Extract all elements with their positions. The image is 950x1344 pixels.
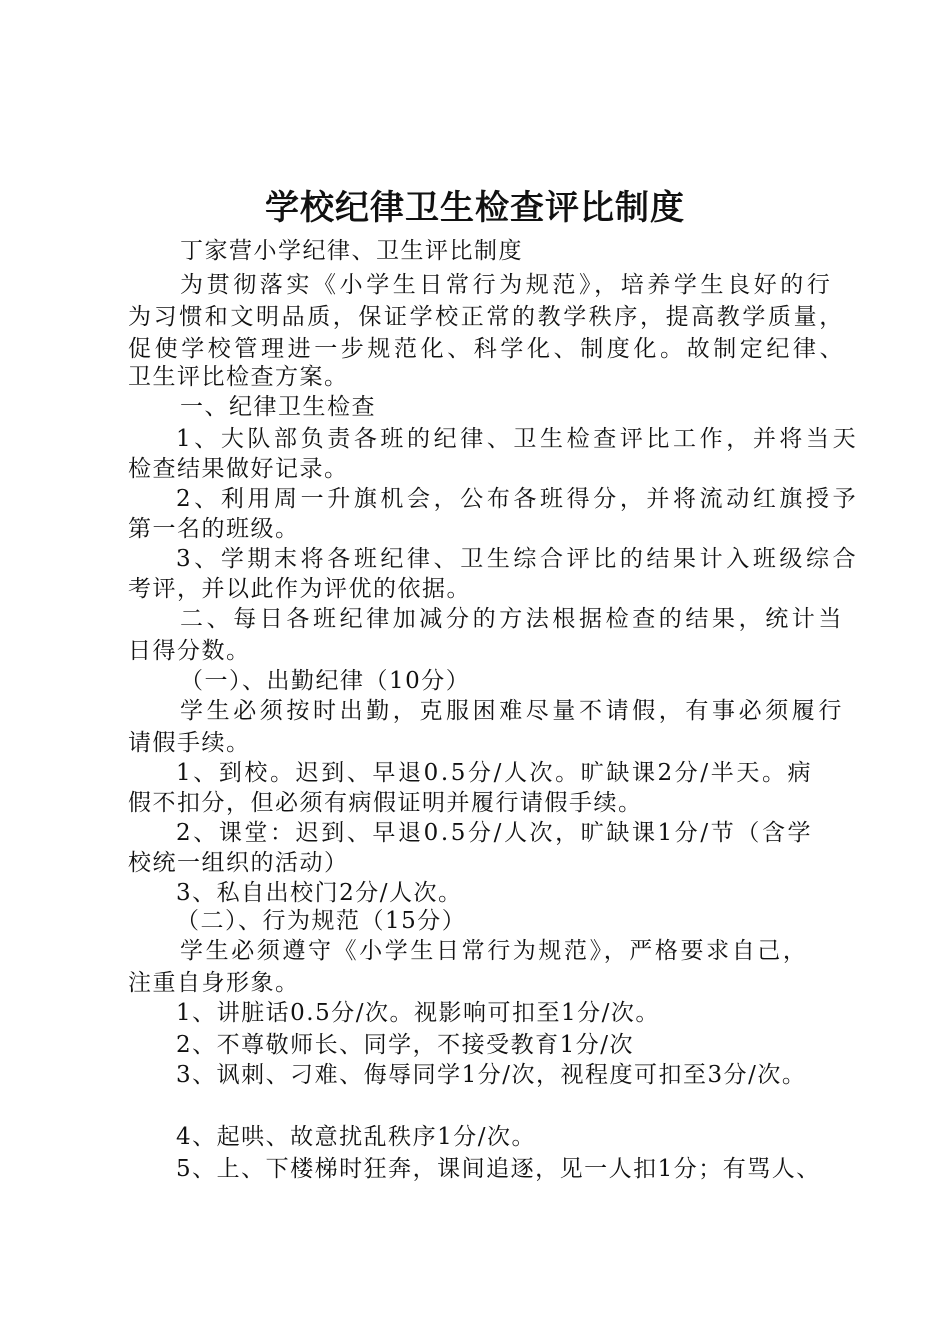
paragraph-line: 为习惯和文明品质，保证学校正常的教学秩序，提高教学质量， [128, 304, 845, 330]
subtitle-line: 丁家营小学纪律、卫生评比制度 [180, 238, 523, 264]
paragraph-line: 1、到校。迟到、早退0.5分/人次。旷缺课2分/半天。病 [176, 760, 814, 786]
paragraph-line: 检查结果做好记录。 [128, 456, 349, 482]
paragraph-line: 1、讲脏话0.5分/次。视影响可扣至1分/次。 [176, 1000, 660, 1026]
paragraph-line: 1、大队部负责各班的纪律、卫生检查评比工作，并将当天 [176, 426, 860, 452]
paragraph-line: 学生必须按时出勤，克服困难尽量不请假，有事必须履行 [180, 698, 845, 724]
paragraph-line: 日得分数。 [128, 638, 251, 664]
paragraph-line: 2、不尊敬师长、同学，不接受教育1分/次 [176, 1032, 635, 1058]
section-heading: 一、纪律卫生检查 [180, 394, 376, 420]
subsection-heading: （一）、出勤纪律（10分） [180, 668, 471, 694]
paragraph-line: 2、课堂：迟到、早退0.5分/人次，旷缺课1分/节（含学 [176, 820, 814, 846]
paragraph-line: 校统一组织的活动） [128, 850, 349, 876]
paragraph-line: 4、起哄、故意扰乱秩序1分/次。 [176, 1124, 537, 1150]
section-heading: 二、每日各班纪律加减分的方法根据检查的结果，统计当 [180, 606, 845, 632]
paragraph-line: 促使学校管理进一步规范化、科学化、制度化。故制定纪律、 [128, 336, 847, 362]
subsection-heading: （二）、行为规范（15分） [176, 908, 467, 934]
paragraph-line: 请假手续。 [128, 730, 251, 756]
paragraph-line: 3、学期末将各班纪律、卫生综合评比的结果计入班级综合 [176, 546, 860, 572]
document-title: 学校纪律卫生检查评比制度 [265, 188, 685, 228]
paragraph-line: 第一名的班级。 [128, 516, 300, 542]
paragraph-line: 3、私自出校门2分/人次。 [176, 880, 463, 906]
paragraph-line: 注重自身形象。 [128, 970, 300, 996]
paragraph-line: 卫生评比检查方案。 [128, 364, 349, 390]
paragraph-line: 假不扣分，但必须有病假证明并履行请假手续。 [128, 790, 643, 816]
paragraph-line: 5、上、下楼梯时狂奔，课间追逐，见一人扣1分；有骂人、 [176, 1156, 821, 1182]
paragraph-line: 为贯彻落实《小学生日常行为规范》，培养学生良好的行 [180, 272, 834, 298]
paragraph-line: 学生必须遵守《小学生日常行为规范》，严格要求自己， [180, 938, 809, 964]
paragraph-line: 考评，并以此作为评优的依据。 [128, 576, 471, 602]
paragraph-line: 2、利用周一升旗机会，公布各班得分，并将流动红旗授予 [176, 486, 860, 512]
paragraph-line: 3、讽刺、刁难、侮辱同学1分/次，视程度可扣至3分/次。 [176, 1062, 807, 1088]
